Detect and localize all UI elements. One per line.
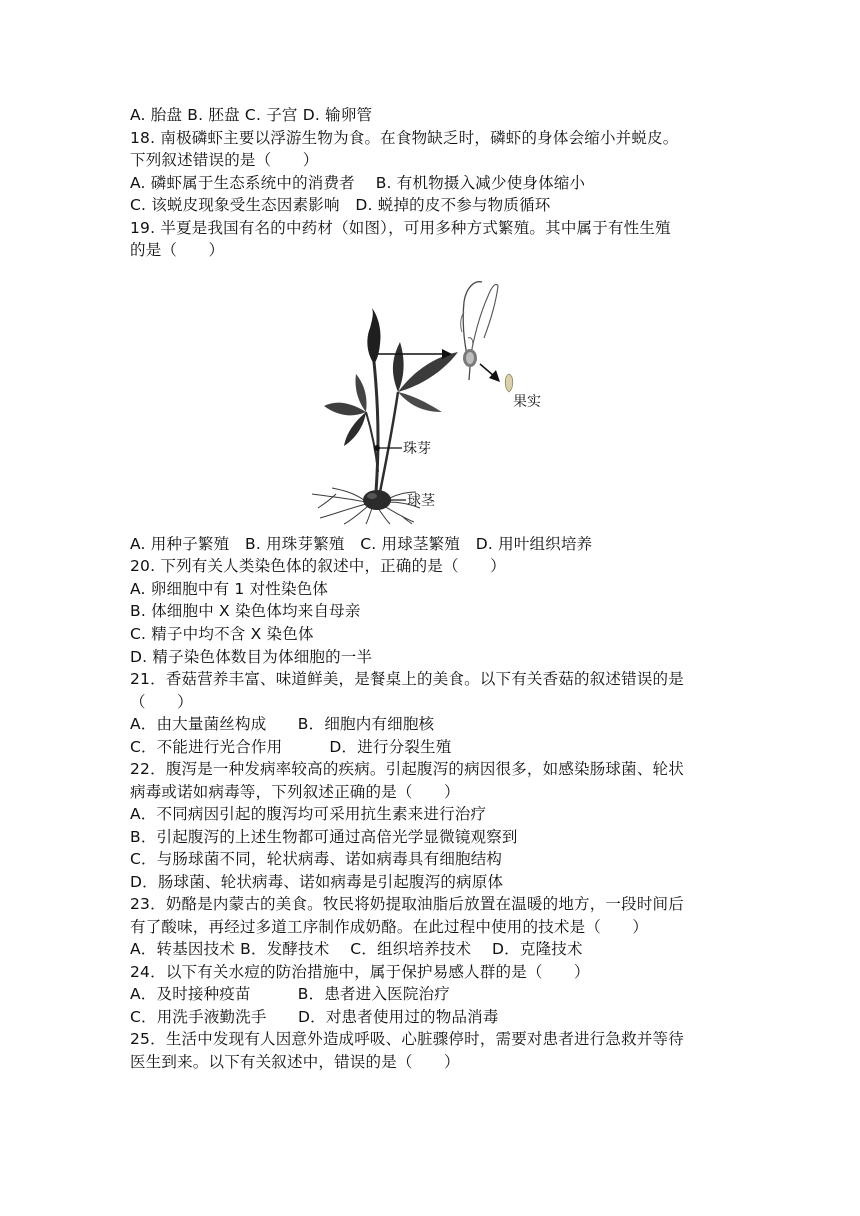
q21-options-cd: C．不能进行光合作用 D．进行分裂生殖: [130, 738, 452, 756]
q21-stem-line2: （ ）: [130, 693, 193, 711]
fruit-label: 果实: [513, 394, 541, 410]
spathe-shape: [367, 308, 380, 364]
corm-shape: [363, 490, 391, 510]
q23-options: A．转基因技术 B．发酵技术 C．组织培养技术 D．克隆技术: [130, 940, 583, 958]
q20-option-c: C. 精子中均不含 X 染色体: [130, 625, 314, 643]
q19-stem-line1: 19. 半夏是我国有名的中药材（如图），可用多种方式繁殖。其中属于有性生殖: [130, 219, 671, 237]
q22-option-d: D．肠球菌、轮状病毒、诺如病毒是引起腹泻的病原体: [130, 873, 504, 891]
q25-stem-line2: 医生到来。以下有关叙述中，错误的是（ ）: [130, 1053, 460, 1071]
q22-option-a: A．不同病因引起的腹泻均可采用抗生素来进行治疗: [130, 805, 487, 823]
inflorescence-drawing: [461, 282, 498, 380]
q23-stem-line2: 有了酸味，再经过多道工序制作成奶酪。在此过程中使用的技术是（ ）: [130, 918, 649, 936]
q19-stem-line2: 的是（ ）: [130, 241, 225, 259]
q20-option-d: D. 精子染色体数目为体细胞的一半: [130, 648, 373, 666]
q19-options: A. 用种子繁殖 B. 用珠芽繁殖 C. 用球茎繁殖 D. 用叶组织培养: [130, 535, 593, 553]
leaf-left-3: [355, 374, 366, 412]
corm-label: 球茎: [407, 493, 435, 509]
q18-options-ab: A. 磷虾属于生态系统中的消费者 B. 有机物摄入减少使身体缩小: [130, 174, 586, 192]
q18-stem-line2: 下列叙述错误的是（ ）: [130, 151, 319, 169]
leaf-left-1: [324, 403, 366, 416]
q24-options-ab: A．及时接种疫苗 B．患者进入医院治疗: [130, 985, 450, 1003]
arrow-to-fruit: [480, 364, 494, 376]
q21-options-ab: A．由大量菌丝构成 B．细胞内有细胞核: [130, 715, 435, 733]
q17-options: A. 胎盘 B. 胚盘 C. 子宫 D. 输卵管: [130, 106, 373, 124]
q22-stem-line2: 病毒或诺如病毒等，下列叙述正确的是（ ）: [130, 783, 460, 801]
main-stem: [374, 362, 378, 492]
q23-stem-line1: 23．奶酪是内蒙古的美食。牧民将奶提取油脂后放置在温暖的地方，一段时间后: [130, 895, 684, 913]
q18-stem-line1: 18. 南极磷虾主要以浮游生物为食。在食物缺乏时，磷虾的身体会缩小并蜕皮。: [130, 129, 679, 147]
bulbil-label: 珠芽: [403, 441, 431, 457]
q22-option-c: C．与肠球菌不同，轮状病毒、诺如病毒具有细胞结构: [130, 850, 503, 868]
leaf-right-bottom: [398, 392, 442, 412]
q22-option-b: B．引起腹泻的上述生物都可通过高倍光学显微镜观察到: [130, 828, 518, 846]
leaf-up: [393, 342, 404, 392]
leaf-stalk: [380, 392, 398, 492]
q24-options-cd: C．用洗手液勤洗手 D．对患者使用过的物品消毒: [130, 1008, 499, 1026]
leaf-right-top: [398, 352, 458, 392]
q22-stem-line1: 22．腹泻是一种发病率较高的疾病。引起腹泻的病因很多，如感染肠球菌、轮状: [130, 760, 684, 778]
q20-stem: 20. 下列有关人类染色体的叙述中，正确的是（ ）: [130, 557, 506, 575]
q25-stem-line1: 25．生活中发现有人因意外造成呼吸、心脏骤停时，需要对患者进行急救并等待: [130, 1030, 684, 1048]
q21-stem-line1: 21．香菇营养丰富、味道鲜美，是餐桌上的美食。以下有关香菇的叙述错误的是: [130, 670, 684, 688]
pinellia-plant-figure: [306, 272, 556, 526]
q20-option-a: A. 卵细胞中有 1 对性染色体: [130, 580, 329, 598]
leaf-left-2: [344, 412, 366, 446]
q20-option-b: B. 体细胞中 X 染色体均来自母亲: [130, 602, 361, 620]
q18-options-cd: C. 该蜕皮现象受生态因素影响 D. 蜕掉的皮不参与物质循环: [130, 196, 551, 214]
fruit-shape: [505, 374, 513, 392]
q24-stem: 24．以下有关水痘的防治措施中，属于保护易感人群的是（ ）: [130, 963, 590, 981]
